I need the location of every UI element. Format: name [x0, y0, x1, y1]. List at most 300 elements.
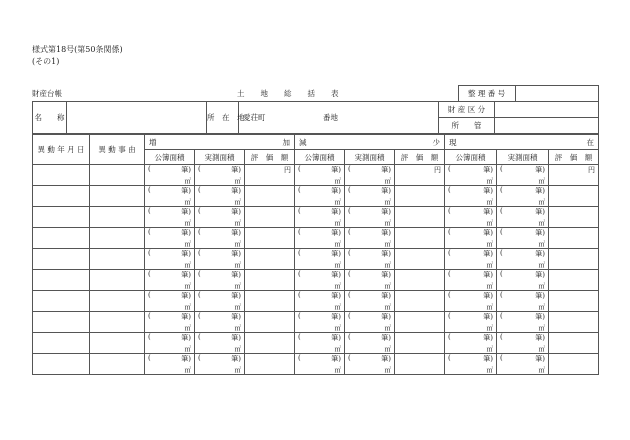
unit-label: ㎡: [538, 240, 545, 248]
property-info-table: [32, 101, 599, 134]
area-cell[interactable]: [145, 186, 195, 207]
paren-open: (: [148, 312, 151, 320]
paren-open: (: [198, 270, 201, 278]
parcel-count-label: 筆): [331, 250, 341, 258]
unit-label: ㎡: [184, 345, 191, 353]
cell-content: [497, 228, 548, 248]
unit-label: ㎡: [384, 303, 391, 311]
paren-open: (: [298, 207, 301, 215]
paren-open: (: [148, 291, 151, 299]
value-cell[interactable]: [395, 249, 445, 270]
area-cell[interactable]: [195, 249, 245, 270]
cell-content: [445, 333, 496, 353]
area-cell[interactable]: [445, 333, 497, 354]
cell-content: [295, 207, 344, 227]
change-reason-cell[interactable]: [90, 207, 145, 228]
area-cell[interactable]: [497, 207, 549, 228]
jurisdiction-field[interactable]: [495, 118, 599, 134]
unit-label: ㎡: [538, 177, 545, 185]
area-cell[interactable]: [445, 291, 497, 312]
cell-content: [549, 312, 598, 332]
change-date-cell[interactable]: [33, 291, 90, 312]
unit-label: ㎡: [384, 324, 391, 332]
cell-content: [295, 312, 344, 332]
change-reason-cell[interactable]: [90, 312, 145, 333]
parcel-count-label: 筆): [331, 292, 341, 300]
paren-open: (: [500, 165, 503, 173]
value-cell[interactable]: [549, 249, 599, 270]
area-cell[interactable]: [195, 354, 245, 375]
parcel-count-label: 筆): [381, 187, 391, 195]
area-cell[interactable]: [145, 228, 195, 249]
cell-content: [245, 186, 294, 206]
area-cell[interactable]: [345, 165, 395, 186]
paren-open: (: [298, 249, 301, 257]
table-row: [33, 186, 599, 207]
parcel-count-label: 筆): [483, 334, 493, 342]
area-cell[interactable]: [145, 249, 195, 270]
value-cell[interactable]: [245, 333, 295, 354]
area-cell[interactable]: [445, 186, 497, 207]
value-cell[interactable]: [549, 270, 599, 291]
change-date-cell[interactable]: [33, 165, 90, 186]
area-cell[interactable]: [345, 312, 395, 333]
paren-open: (: [348, 354, 351, 362]
paren-open: (: [298, 291, 301, 299]
parcel-count-label: 筆): [483, 187, 493, 195]
area-cell[interactable]: [295, 228, 345, 249]
parcel-count-label: 筆): [381, 208, 391, 216]
area-cell[interactable]: [497, 165, 549, 186]
value-cell[interactable]: [549, 186, 599, 207]
area-cell[interactable]: [295, 333, 345, 354]
paren-open: (: [448, 186, 451, 194]
change-reason-cell[interactable]: [90, 186, 145, 207]
value-cell[interactable]: [395, 312, 445, 333]
parcel-count-label: 筆): [231, 334, 241, 342]
unit-label: ㎡: [384, 198, 391, 206]
unit-label: ㎡: [384, 366, 391, 374]
unit-label: ㎡: [234, 198, 241, 206]
increase-char: 加: [282, 137, 290, 147]
cell-content: [245, 312, 294, 332]
paren-open: (: [500, 333, 503, 341]
parcel-count-label: 筆): [181, 292, 191, 300]
decrease-char: 少: [432, 137, 440, 147]
parcel-count-label: 筆): [231, 313, 241, 321]
value-cell[interactable]: [549, 291, 599, 312]
cell-content: [245, 249, 294, 269]
paren-open: (: [348, 207, 351, 215]
change-reason-header: 異 動 事 由: [90, 135, 145, 165]
area-cell[interactable]: [145, 354, 195, 375]
change-reason-cell[interactable]: [90, 333, 145, 354]
paren-open: (: [198, 186, 201, 194]
area-cell[interactable]: [345, 186, 395, 207]
area-cell[interactable]: [295, 354, 345, 375]
cell-content: [195, 207, 244, 227]
cell-content: [445, 228, 496, 248]
area-cell[interactable]: [145, 207, 195, 228]
town-name: 愛荘町: [243, 113, 266, 122]
paren-open: (: [348, 186, 351, 194]
cell-content: [395, 165, 444, 185]
cell-content: [295, 186, 344, 206]
area-cell[interactable]: [497, 228, 549, 249]
unit-label: ㎡: [538, 324, 545, 332]
cell-content: [195, 291, 244, 311]
area-cell[interactable]: [145, 270, 195, 291]
unit-label: ㎡: [538, 345, 545, 353]
increase-char: 増: [149, 137, 157, 147]
area-cell[interactable]: [445, 270, 497, 291]
parcel-count-label: 筆): [331, 313, 341, 321]
sub-header: 実測面積: [195, 150, 245, 165]
area-cell[interactable]: [445, 207, 497, 228]
cell-content: [195, 186, 244, 206]
paren-open: (: [500, 207, 503, 215]
title-char: 総: [284, 89, 292, 98]
name-label: 名 称: [33, 102, 67, 134]
cell-content: [345, 249, 394, 269]
area-cell[interactable]: [345, 291, 395, 312]
paren-open: (: [448, 270, 451, 278]
value-cell[interactable]: [549, 228, 599, 249]
change-date-cell[interactable]: [33, 354, 90, 375]
area-cell[interactable]: [295, 186, 345, 207]
value-cell[interactable]: [395, 270, 445, 291]
table-row: [33, 249, 599, 270]
unit-label: ㎡: [184, 324, 191, 332]
parcel-count-label: 筆): [535, 187, 545, 195]
paren-open: (: [348, 165, 351, 173]
value-cell[interactable]: [245, 270, 295, 291]
change-date-cell[interactable]: [33, 312, 90, 333]
unit-label: ㎡: [184, 261, 191, 269]
value-cell[interactable]: [245, 186, 295, 207]
paren-open: (: [348, 312, 351, 320]
unit-label: ㎡: [234, 345, 241, 353]
paren-open: (: [198, 354, 201, 362]
title-char: 表: [331, 89, 339, 98]
parcel-count-label: 筆): [181, 250, 191, 258]
parcel-count-label: 筆): [381, 229, 391, 237]
cell-content: [549, 207, 598, 227]
cell-content: [549, 291, 598, 311]
change-reason-cell[interactable]: [90, 291, 145, 312]
area-cell[interactable]: [445, 312, 497, 333]
unit-label: ㎡: [538, 303, 545, 311]
unit-label: ㎡: [184, 240, 191, 248]
form-number: 様式第18号(第50条関係): [32, 45, 123, 54]
cell-content: [245, 270, 294, 290]
value-cell[interactable]: [549, 312, 599, 333]
area-cell[interactable]: [497, 312, 549, 333]
area-cell[interactable]: [345, 249, 395, 270]
area-cell[interactable]: [497, 186, 549, 207]
cell-content: [497, 207, 548, 227]
paren-open: (: [148, 333, 151, 341]
cell-content: [395, 186, 444, 206]
unit-label: ㎡: [334, 345, 341, 353]
unit-label: ㎡: [334, 366, 341, 374]
table-row: [33, 333, 599, 354]
area-cell[interactable]: [195, 228, 245, 249]
paren-open: (: [298, 312, 301, 320]
cell-content: [345, 312, 394, 332]
cell-content: [445, 312, 496, 332]
paren-open: (: [148, 228, 151, 236]
value-cell[interactable]: [245, 207, 295, 228]
paren-open: (: [148, 249, 151, 257]
cell-content: [145, 186, 194, 206]
change-date-cell[interactable]: [33, 333, 90, 354]
cell-content: [345, 186, 394, 206]
paren-open: (: [500, 270, 503, 278]
property-category-label: 財 産 区 分: [439, 102, 495, 118]
unit-label: ㎡: [234, 366, 241, 374]
decrease-header: [295, 135, 445, 150]
value-cell[interactable]: [549, 354, 599, 375]
cell-content: [497, 291, 548, 311]
yen-label: 円: [434, 166, 441, 174]
value-cell[interactable]: [245, 228, 295, 249]
area-cell[interactable]: [345, 228, 395, 249]
name-field[interactable]: [67, 102, 207, 134]
area-cell[interactable]: [445, 249, 497, 270]
cell-content: [195, 354, 244, 374]
cell-content: [549, 186, 598, 206]
area-cell[interactable]: [195, 186, 245, 207]
cell-content: [497, 186, 548, 206]
value-cell[interactable]: [395, 228, 445, 249]
area-cell[interactable]: [445, 228, 497, 249]
jurisdiction-label: 所 管: [439, 118, 495, 134]
value-cell[interactable]: [395, 207, 445, 228]
value-cell[interactable]: [395, 186, 445, 207]
cell-content: [549, 228, 598, 248]
paren-open: (: [348, 291, 351, 299]
unit-label: ㎡: [486, 282, 493, 290]
area-cell[interactable]: [295, 270, 345, 291]
area-cell[interactable]: [195, 333, 245, 354]
paren-open: (: [198, 207, 201, 215]
parcel-count-label: 筆): [181, 334, 191, 342]
change-reason-cell[interactable]: [90, 228, 145, 249]
header-table: [32, 85, 599, 102]
current-header: [445, 135, 599, 150]
cell-content: [295, 270, 344, 290]
area-cell[interactable]: [345, 354, 395, 375]
cell-content: [245, 228, 294, 248]
paren-open: (: [298, 270, 301, 278]
area-cell[interactable]: [345, 333, 395, 354]
value-cell[interactable]: [395, 291, 445, 312]
value-cell[interactable]: [549, 333, 599, 354]
cell-content: [395, 354, 444, 374]
unit-label: ㎡: [334, 324, 341, 332]
yen-label: 円: [588, 166, 595, 174]
area-cell[interactable]: [295, 249, 345, 270]
parcel-count-label: 筆): [483, 166, 493, 174]
area-cell[interactable]: [295, 207, 345, 228]
area-cell[interactable]: [195, 165, 245, 186]
cell-content: [445, 165, 496, 185]
paren-open: (: [448, 354, 451, 362]
unit-label: ㎡: [486, 261, 493, 269]
paren-open: (: [148, 270, 151, 278]
area-cell[interactable]: [497, 333, 549, 354]
cell-content: [395, 249, 444, 269]
table-row: [33, 354, 599, 375]
parcel-count-label: 筆): [381, 166, 391, 174]
parcel-count-label: 筆): [483, 355, 493, 363]
cell-content: [295, 354, 344, 374]
area-cell[interactable]: [145, 291, 195, 312]
cell-content: [145, 165, 194, 185]
value-cell[interactable]: [245, 249, 295, 270]
area-cell[interactable]: [497, 291, 549, 312]
serial-number-field[interactable]: [516, 86, 598, 101]
unit-label: ㎡: [234, 303, 241, 311]
unit-label: ㎡: [538, 261, 545, 269]
change-reason-cell[interactable]: [90, 354, 145, 375]
cell-content: [497, 354, 548, 374]
change-reason-cell[interactable]: [90, 165, 145, 186]
area-cell[interactable]: [345, 207, 395, 228]
change-reason-cell[interactable]: [90, 270, 145, 291]
location-label: 所 在 地: [207, 102, 239, 134]
unit-label: ㎡: [334, 198, 341, 206]
paren-open: (: [348, 333, 351, 341]
paren-open: (: [198, 249, 201, 257]
value-cell[interactable]: [245, 312, 295, 333]
unit-label: ㎡: [486, 303, 493, 311]
paren-open: (: [148, 207, 151, 215]
title-char: 括: [307, 89, 315, 98]
area-cell[interactable]: [145, 312, 195, 333]
paren-open: (: [298, 228, 301, 236]
parcel-count-label: 筆): [331, 187, 341, 195]
cell-content: [145, 249, 194, 269]
parcel-count-label: 筆): [381, 292, 391, 300]
parcel-count-label: 筆): [181, 208, 191, 216]
parcel-count-label: 筆): [181, 313, 191, 321]
parcel-count-label: 筆): [381, 334, 391, 342]
unit-label: ㎡: [486, 345, 493, 353]
area-cell[interactable]: [195, 270, 245, 291]
paren-open: (: [198, 228, 201, 236]
value-cell[interactable]: [245, 291, 295, 312]
area-cell[interactable]: [345, 270, 395, 291]
document-title: [237, 88, 339, 99]
area-cell[interactable]: [497, 270, 549, 291]
area-cell[interactable]: [295, 312, 345, 333]
cell-content: [195, 165, 244, 185]
area-cell[interactable]: [195, 312, 245, 333]
change-date-cell[interactable]: [33, 270, 90, 291]
paren-open: (: [298, 186, 301, 194]
parcel-count-label: 筆): [483, 229, 493, 237]
area-cell[interactable]: [145, 165, 195, 186]
unit-label: ㎡: [334, 240, 341, 248]
unit-label: ㎡: [538, 282, 545, 290]
change-date-cell[interactable]: [33, 228, 90, 249]
parcel-count-label: 筆): [331, 229, 341, 237]
change-date-cell[interactable]: [33, 186, 90, 207]
value-cell[interactable]: [245, 354, 295, 375]
location-field[interactable]: [239, 102, 439, 134]
unit-label: ㎡: [334, 261, 341, 269]
sub-header: 公簿面積: [445, 150, 497, 165]
unit-label: ㎡: [334, 282, 341, 290]
cell-content: [145, 333, 194, 353]
table-row: [33, 312, 599, 333]
cell-content: [445, 354, 496, 374]
paren-open: (: [448, 333, 451, 341]
area-cell[interactable]: [145, 333, 195, 354]
parcel-count-label: 筆): [535, 208, 545, 216]
area-cell[interactable]: [445, 165, 497, 186]
parcel-count-label: 筆): [181, 229, 191, 237]
unit-label: ㎡: [234, 282, 241, 290]
change-date-cell[interactable]: [33, 249, 90, 270]
cell-content: [245, 165, 294, 185]
unit-label: ㎡: [234, 219, 241, 227]
area-cell[interactable]: [497, 354, 549, 375]
cell-content: [395, 228, 444, 248]
paren-open: (: [448, 291, 451, 299]
table-row: [33, 207, 599, 228]
cell-content: [445, 249, 496, 269]
area-cell[interactable]: [195, 291, 245, 312]
area-cell[interactable]: [445, 354, 497, 375]
cell-content: [445, 270, 496, 290]
value-cell[interactable]: [395, 165, 445, 186]
yen-label: 円: [284, 166, 291, 174]
value-cell[interactable]: [245, 165, 295, 186]
unit-label: ㎡: [184, 282, 191, 290]
unit-label: ㎡: [184, 177, 191, 185]
change-reason-cell[interactable]: [90, 249, 145, 270]
paren-open: (: [198, 312, 201, 320]
unit-label: ㎡: [384, 282, 391, 290]
parcel-count-label: 筆): [181, 166, 191, 174]
property-category-field[interactable]: [495, 102, 599, 118]
value-cell[interactable]: [395, 354, 445, 375]
area-cell[interactable]: [497, 249, 549, 270]
area-cell[interactable]: [295, 291, 345, 312]
cell-content: [549, 333, 598, 353]
parcel-count-label: 筆): [381, 250, 391, 258]
cell-content: [145, 354, 194, 374]
paren-open: (: [298, 165, 301, 173]
change-date-cell[interactable]: [33, 207, 90, 228]
paren-open: (: [448, 165, 451, 173]
change-date-header: 異 動 年 月 日: [33, 135, 90, 165]
parcel-count-label: 筆): [535, 166, 545, 174]
cell-content: [395, 312, 444, 332]
cell-content: [195, 228, 244, 248]
paren-open: (: [198, 165, 201, 173]
cell-content: [445, 186, 496, 206]
area-cell[interactable]: [195, 207, 245, 228]
value-cell[interactable]: [549, 207, 599, 228]
area-cell[interactable]: [295, 165, 345, 186]
value-cell[interactable]: [395, 333, 445, 354]
value-cell[interactable]: [549, 165, 599, 186]
paren-open: (: [198, 333, 201, 341]
